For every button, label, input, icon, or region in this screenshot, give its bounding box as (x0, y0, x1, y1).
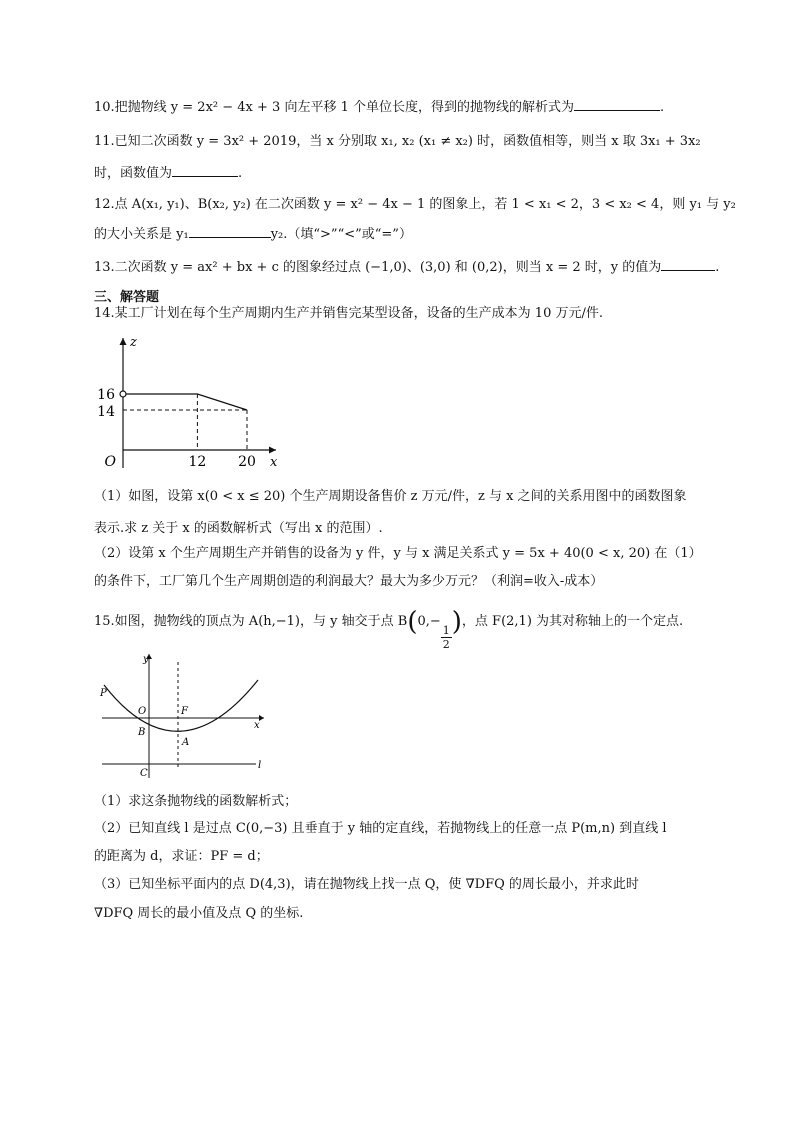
problem-12-line-2 (94, 225, 412, 244)
point-label-c: C (140, 768, 148, 779)
period: . (238, 166, 243, 181)
problem-14-q2-line-2: 的条件下，工厂第几个生产周期创造的利润最大？最大为多少万元？（利润=收入-成本） (94, 574, 604, 589)
point-label-p: P (100, 688, 107, 699)
x-axis-label: x (254, 720, 260, 731)
y-axis-label: z (130, 335, 137, 350)
problem-15-text-a: 15.如图，抛物线的顶点为 A(h,−1)，与 y 轴交于点 B (94, 614, 408, 629)
figure-15-graph (96, 650, 272, 780)
y-axis-label: y (143, 654, 149, 665)
right-paren: ) (451, 607, 462, 637)
fraction-numerator: 1 (442, 624, 450, 637)
problem-14-q1-line-1: （1）如图，设第 x(0 < x ≤ 20) 个生产周期设备售价 z 万元/件，z 与 x 之间的关系用图中的函数图象 (94, 489, 687, 504)
problem-15-q3-line-2: ∇DFQ 周长的最小值及点 Q 的坐标. (94, 906, 304, 921)
price-function-line (123, 394, 247, 410)
fraction-denominator: 2 (442, 638, 450, 651)
origin-label: O (104, 454, 116, 470)
problem-15-text-c: ，点 F(2,1) 为其对称轴上的一个定点. (461, 614, 684, 629)
problem-15-q1: （1）求这条抛物线的函数解析式； (94, 794, 298, 809)
x-axis-label: x (270, 455, 278, 470)
problem-11-line-2 (94, 164, 242, 183)
left-paren: ( (407, 607, 418, 637)
point-label-b: B (138, 727, 146, 738)
problem-14-intro: 14.某工厂计划在每个生产周期内生产并销售完某型设备，设备的生产成本为 10 万元/件. (94, 306, 603, 321)
dashed-guide-lines (123, 394, 247, 450)
problem-15-q3-line-1: （3）已知坐标平面内的点 D(4,3)，请在抛物线上找一点 Q，使 ∇DFQ 的周长最小，并求此时 (94, 877, 639, 892)
problem-15-q2-line-2: 的距离为 d，求证：PF = d； (94, 849, 269, 864)
problem-12-text-a: 的大小关系是 y₁ (94, 227, 189, 242)
period: . (659, 100, 665, 115)
problem-11-line-1: 11.已知二次函数 y = 3x² + 2019，当 x 分别取 x₁, x₂ (x₁ ≠ x₂) 时，函数值相等，则当 x 取 3x₁ + 3x₂ (94, 134, 701, 149)
problem-13 (94, 258, 719, 277)
y-tick-label: 14 (97, 404, 115, 420)
problem-11-text: 时，函数值为 (94, 166, 173, 181)
line-label-l: l (258, 760, 262, 771)
period: . (715, 260, 720, 275)
answer-blank[interactable] (574, 98, 660, 111)
fraction (441, 624, 452, 651)
point-label-a: A (182, 737, 190, 748)
x-tick-label: 12 (188, 454, 207, 470)
x-tick-label: 20 (238, 454, 256, 470)
section-heading: 三、解答题 (94, 290, 160, 305)
problem-14-q2-line-1: （2）设第 x 个生产周期生产并销售的设备为 y 件，y 与 x 满足关系式 y = 5x + 40(0 < x, 20) 在（1） (94, 546, 702, 561)
figure-14-graph (96, 332, 286, 474)
problem-15-intro (94, 607, 684, 651)
point-label-f: F (181, 706, 188, 717)
open-endpoint (120, 391, 126, 397)
problem-14-q1-line-2: 表示.求 z 关于 x 的函数解析式（写出 x 的范围）. (94, 521, 383, 536)
problem-13-text: 13.二次函数 y = ax² + bx + c 的图象经过点 (−1,0)、(3,0) 和 (0,2)，则当 x = 2 时，y 的值为 (94, 260, 662, 275)
point-label-o: O (138, 706, 147, 717)
y-tick-label: 16 (97, 387, 115, 403)
problem-15-q2-line-1: （2）已知直线 l 是过点 C(0,−3) 且垂直于 y 轴的定直线，若抛物线上的任意一点 P(m,n) 到直线 l (94, 821, 667, 836)
answer-blank[interactable] (661, 258, 715, 271)
problem-12-text-b: y₂.（填“>”“<”或“=”） (270, 227, 412, 242)
problem-10 (94, 98, 664, 117)
problem-10-text: 10.把抛物线 y = 2x² − 4x + 3 向左平移 1 个单位长度，得到的抛物线的解析式为 (94, 100, 574, 115)
answer-blank[interactable] (172, 164, 238, 177)
problem-12-line-1: 12.点 A(x₁, y₁)、B(x₂, y₂) 在二次函数 y = x² − 4x − 1 的图象上，若 1 < x₁ < 2，3 < x₂ < 4，则 y₁ 与 y₂ (94, 197, 736, 212)
problem-15-text-b: 0,− (417, 614, 441, 629)
answer-blank[interactable] (189, 225, 271, 238)
